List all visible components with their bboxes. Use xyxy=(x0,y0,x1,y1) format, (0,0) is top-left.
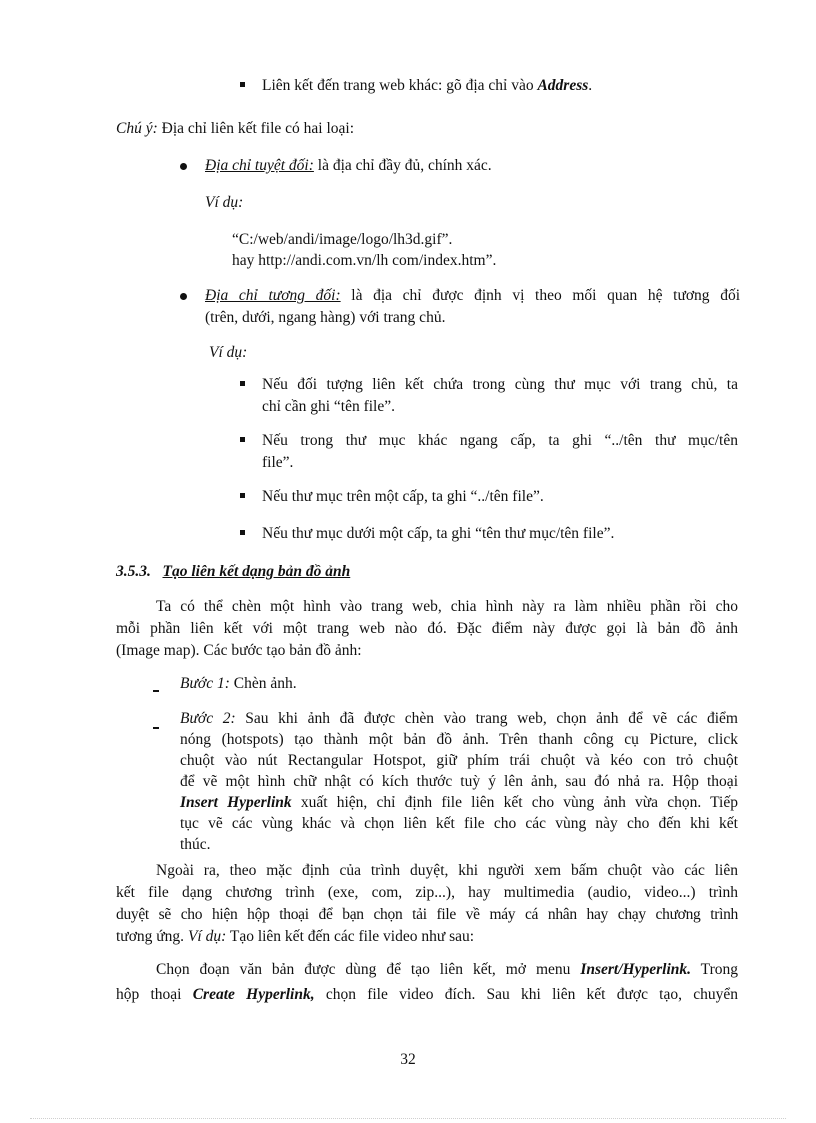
insert-hyperlink-term: Insert Hyperlink xyxy=(180,794,292,811)
example-label: Ví dụ: xyxy=(187,928,227,945)
step-2-label: Bước 2: xyxy=(180,710,236,727)
section-title: Tạo liên kết dạng bản đồ ảnh xyxy=(162,563,351,580)
section-heading xyxy=(116,564,350,580)
top-bullet-text: Liên kết đến trang web khác: gõ địa chỉ vào Address. xyxy=(262,77,593,94)
intro-paragraph: Ta có thể chèn một hình vào trang web, chia hình này ra làm nhiều phần rồi cho mỗi phần liên kết với một trang web nào đó. Đặc điểm này được gọi là bản đồ ảnh (Image map). Các bước tạo bản đồ ảnh: xyxy=(116,598,738,659)
address-term: Address xyxy=(537,77,589,94)
defaults-paragraph: Ngoài ra, theo mặc định của trình duyệt, khi người xem bấm chuột vào các liên kết file dạng chương trình (exe, com, zip...), hay multimedia (audio, video...) trình duyệt sẽ cho hiện hộp thoại để bạn chọn tải file về máy cá nhân hay chạy chương trình tương ứng. Ví dụ: Tạo liên kết đến các file video như sau: xyxy=(116,862,738,945)
create-link-paragraph: Chọn đoạn văn bản được dùng để tạo liên kết, mở menu Insert/Hyperlink. Trong hộp thoại Create Hyperlink, chọn file video đích. Sau khi liên kết được tạo, chuyển xyxy=(116,961,738,1003)
relative-term: Địa chỉ tương đối: xyxy=(205,287,341,304)
absolute-address-line: Địa chỉ tuyệt đối: là địa chỉ đầy đủ, chính xác. xyxy=(205,157,492,174)
footer-divider xyxy=(30,1118,786,1119)
note-label: Chú ý: xyxy=(116,120,158,137)
square-bullet-icon xyxy=(240,530,245,535)
create-hyperlink-term: Create Hyperlink, xyxy=(192,986,315,1003)
absolute-example-line1: “C:/web/andi/image/logo/lh3d.gif”. xyxy=(232,231,453,248)
relative-example-item: Nếu thư mục trên một cấp, ta ghi “../tên file”. xyxy=(262,488,544,505)
relative-example-item: Nếu đối tượng liên kết chứa trong cùng thư mục với trang chủ, ta chỉ cần ghi “tên file”. xyxy=(262,376,738,415)
step-2-paragraph: Bước 2: Sau khi ảnh đã được chèn vào trang web, chọn ảnh để vẽ các điểm nóng (hotspots) tạo thành một bản đồ ảnh. Trên thanh công cụ Picture, click chuột vào nút Rectangular Hotspot, giữ phím trái chuột và kéo con trỏ chuột để vẽ một hình chữ nhật có kích thước tuỳ ý lên ảnh, sau đó nhả ra. Hộp thoại Insert Hyperlink xuất hiện, chỉ định file liên kết cho vùng ảnh vừa chọn. Tiếp tục vẽ các vùng khác và chọn liên kết file cho các vùng này cho đến khi kết thúc. xyxy=(180,710,738,853)
square-bullet-icon xyxy=(240,381,245,386)
insert-hyperlink-menu-term: Insert/Hyperlink. xyxy=(580,961,691,978)
relative-address-paragraph: Địa chỉ tương đối: là địa chỉ được định vị theo mối quan hệ tương đối (trên, dưới, ngang hàng) với trang chủ. xyxy=(205,287,741,326)
step-1-label: Bước 1: xyxy=(180,675,230,692)
section-number: 3.5.3. xyxy=(116,563,151,580)
square-bullet-icon xyxy=(240,437,245,442)
note-line: Chú ý: Địa chỉ liên kết file có hai loại: xyxy=(116,120,355,137)
relative-example-item: Nếu thư mục dưới một cấp, ta ghi “tên thư mục/tên file”. xyxy=(262,525,615,542)
page-number: 32 xyxy=(400,1051,416,1068)
square-bullet-icon xyxy=(240,82,245,87)
dash-bullet-icon xyxy=(153,727,159,729)
dash-bullet-icon xyxy=(153,690,159,692)
step-1: Bước 1: Chèn ảnh. xyxy=(180,675,297,692)
round-bullet-icon xyxy=(180,163,187,170)
relative-example-label: Ví dụ: xyxy=(209,344,248,361)
relative-example-item: Nếu trong thư mục khác ngang cấp, ta ghi “../tên thư mục/tên file”. xyxy=(262,432,738,471)
absolute-example-line2: hay http://andi.com.vn/lh com/index.htm”. xyxy=(232,252,497,269)
round-bullet-icon xyxy=(180,293,187,300)
square-bullet-icon xyxy=(240,493,245,498)
absolute-term: Địa chỉ tuyệt đối: xyxy=(205,157,314,174)
absolute-example-label: Ví dụ: xyxy=(205,194,244,211)
